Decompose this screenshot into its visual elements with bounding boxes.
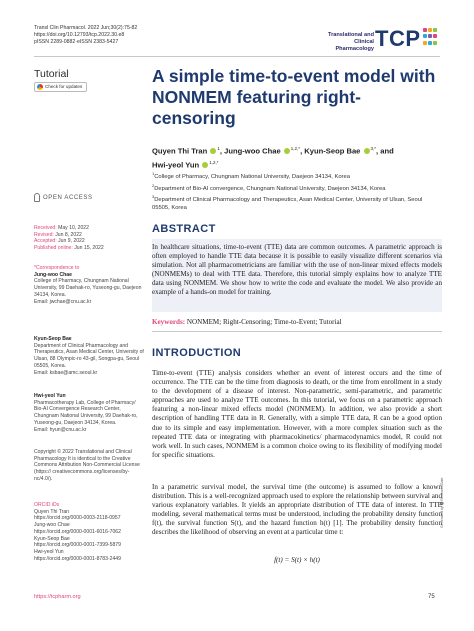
logo-dot <box>433 41 437 45</box>
footer-url-link[interactable]: https://tcpharm.org <box>34 594 81 600</box>
orcid-link[interactable]: https://orcid.org/0000-0001-7399-5879 <box>34 542 121 549</box>
issn-line: pISSN 2289-0882·eISSN 2383-5427 <box>34 39 119 46</box>
orcid-link[interactable]: https://orcid.org/0000-0001-8783-2449 <box>34 555 121 562</box>
correspondence-1 <box>34 265 146 305</box>
orcid-link[interactable]: https://orcid.org/0000-0001-6016-7062 <box>34 528 121 535</box>
keywords-list: NONMEM; Right-Censoring; Time-to-Event; Tutorial <box>186 318 342 326</box>
orcid-icon[interactable] <box>210 148 216 154</box>
orcid-icon[interactable] <box>284 148 290 154</box>
correspondent-name: Kyun-Seop Bae <box>34 336 72 342</box>
correspondent-email[interactable]: Email: hyun@cnu.ac.kr <box>34 426 87 433</box>
author-list <box>152 143 442 171</box>
affiliation-item: $^1$College of Pharmacy, Chungnam National University, Daejeon 34134, Korea <box>152 171 350 180</box>
logo-dot <box>428 34 432 38</box>
date-value: Jun 9, 2022 <box>58 238 85 245</box>
author-affil-sup: 1,2,* <box>209 160 219 166</box>
logo-dot <box>423 34 427 38</box>
author-affil-sup: 1 <box>217 146 220 151</box>
introduction-heading: INTRODUCTION <box>152 347 242 359</box>
correspondence-heading: *Correspondence to <box>34 265 80 271</box>
article-dates <box>34 225 146 252</box>
abstract-text: In healthcare situations, time-to-event (TTE) data are common outcomes. A parametric approach is often employed to handle TTE data because it is possible to easily visualize different scenarios via simulation. Not all pharmacometricians are familiar with the use of non-linear mixed effects models (NONMEMs) to deal with TTE data. Therefore, this tutorial simply explains how to analyze TTE data using NONMEM. We show how to write the code and evaluate the model. We also provide an example of a hands-on model for training. <box>152 243 442 297</box>
keywords-divider <box>152 331 442 332</box>
open-access-badge <box>34 193 93 202</box>
correspondence-3 <box>34 393 146 433</box>
article-title: A simple time-to-event model with NONMEM featuring right-censoring <box>152 66 436 128</box>
header-divider <box>34 56 440 57</box>
crossmark-icon <box>37 84 43 90</box>
author-name[interactable]: , Kyun-Seop Bae <box>300 146 361 156</box>
orcid-name: Quyen Thi Tran <box>34 508 70 515</box>
author-conjunction: , and <box>376 146 394 156</box>
journal-logo: TCP <box>375 26 421 51</box>
correspondence-2 <box>34 336 146 376</box>
keywords <box>152 318 442 327</box>
date-value: Jun 15, 2022 <box>74 245 104 252</box>
author-name[interactable]: , Jung-woo Chae <box>219 146 281 156</box>
orcid-name: Kyun-Seop Bae <box>34 535 70 542</box>
orcid-icon[interactable] <box>364 148 370 154</box>
date-label: Published online: <box>34 245 73 252</box>
introduction-paragraph-1: Time-to-event (TTE) analysis considers whether an event of interest occurs and the time of occurrence. The TTE can be the time from diagnosis to death, or the time from enrollment in a study to the development of a disease of interest. Non-parametric, semi-parametric, and parametric approaches are used to analyze TTE outcomes. In this tutorial, we focus on a parametric approach featuring a non-linear mixed effects model (NONMEM). In addition, we also provide a short description of handling TTE data in R. Generally, with a simple TTE data, R can be a good option due to its simple and easy implementation. However, with a more complex situation such as the repeated TTE data or integrating with pharmacokinetics/ pharmacodynamics model, R could not work well. In such cases, NONMEM is a common choice owing to its flexibility of modifying model for specific situations. <box>152 369 442 459</box>
check-updates-button[interactable] <box>34 82 87 92</box>
copyright-notice: Copyright © 2022 Translational and Clinical Pharmacology It is identical to the Creative Commons Attribution Non-Commercial License (https:// creativecommons.org/licenses/by-nc/4.0/). <box>34 449 140 482</box>
check-updates-label: Check for updates <box>45 84 83 89</box>
open-lock-icon <box>34 193 40 202</box>
logo-dot <box>428 41 432 45</box>
date-label: Revised: <box>34 231 54 238</box>
orcid-link[interactable]: https://orcid.org/0000-0003-2118-0957 <box>34 515 121 522</box>
keywords-label: Keywords: <box>152 318 186 326</box>
author-affil-sup: 3,* <box>370 146 377 151</box>
logo-dot <box>423 28 427 32</box>
date-value: Jun 8, 2022 <box>55 231 82 238</box>
article-category: Tutorial <box>34 68 69 80</box>
correspondent-name: Hwi-yeol Yun <box>34 393 66 399</box>
journal-name: Translational and Clinical Pharmacology <box>327 32 374 52</box>
author-name[interactable]: Quyen Thi Tran <box>152 146 208 156</box>
introduction-paragraph-2: In a parametric survival model, the survival time (the outcome) is assumed to follow a known distribution. This is a well-recognized approach used to explore the relationship between survival and various explanatory variables. It yields an appropriate distribution of TTE data of interest. In TTE modeling, several mathematical terms must be understood, including the probability density function f(t), the survival function S(t), and the hazard function h(t) [1]. The probability density function describes the likelihood of observing an event at a particular time t: <box>152 483 442 537</box>
correspondent-address: College of Pharmacy, Chungnam National University, 99 Daehak-ro, Yuseong-gu, Daejeon 34134, Korea. <box>34 278 142 298</box>
doi-link[interactable]: https://doi.org/10.12793/tcp.2022.30.e8 <box>34 32 125 39</box>
orcid-list <box>34 502 146 562</box>
equation: f(t) = S(t) × h(t) <box>274 556 320 564</box>
logo-dots-icon <box>423 28 437 46</box>
logo-dot <box>423 41 427 45</box>
logo-dot <box>433 34 437 38</box>
orcid-name: Hwi-yeol Yun <box>34 548 64 555</box>
open-access-label: OPEN ACCESS <box>43 194 93 201</box>
abstract-heading: ABSTRACT <box>152 223 216 235</box>
date-label: Received: <box>34 225 57 231</box>
journal-citation <box>34 25 137 47</box>
logo-dot <box>428 28 432 32</box>
correspondent-address: Department of Clinical Pharmacology and Therapeutics, Asan Medical Center, University of Ulsan, 88 Olympic-ro 43-gil, Songpa-gu, Seoul 05505, Korea. <box>34 342 144 369</box>
orcid-heading: ORCID iDs <box>34 502 60 508</box>
citation-line: Transl Clin Pharmacol. 2022 Jun;30(2):75-82 <box>34 25 138 31</box>
affiliation-item: $^3$Department of Clinical Pharmacology and Therapeutics, Asan Medical Center, University of Ulsan, Seoul 05505, Korea <box>152 194 423 211</box>
author-name[interactable]: Hwi-yeol Yun <box>152 160 200 170</box>
correspondent-email[interactable]: Email: jwchae@cnu.ac.kr <box>34 298 92 305</box>
correspondent-email[interactable]: Email: ksbae@amc.seoul.kr <box>34 369 98 376</box>
logo-dot <box>433 28 437 32</box>
orcid-icon[interactable] <box>202 162 208 168</box>
correspondent-name: Jung-woo Chae <box>34 271 72 278</box>
date-label: Accepted: <box>34 238 57 245</box>
correspondent-address: Pharmacotherapy Lab, College of Pharmacy/ Bio-AI Convergence Research Center, Chungnam National University, 99 Daehak-ro, Yuseong-gu, Daejeon 34134, Korea. <box>34 399 138 426</box>
date-value: May 10, 2022 <box>58 225 89 231</box>
author-affil-sup: 1,2,* <box>290 146 301 151</box>
researchgate-note: Generated by 🅐 ResearchGate <box>440 477 444 528</box>
orcid-name: Jung-woo Chae <box>34 522 70 529</box>
page-number: 75 <box>428 594 435 600</box>
affiliations <box>152 170 434 212</box>
affiliation-item: $^2$Department of Bio-AI convergence, Chungnam National University, Daejeon 34134, Korea <box>152 182 386 192</box>
